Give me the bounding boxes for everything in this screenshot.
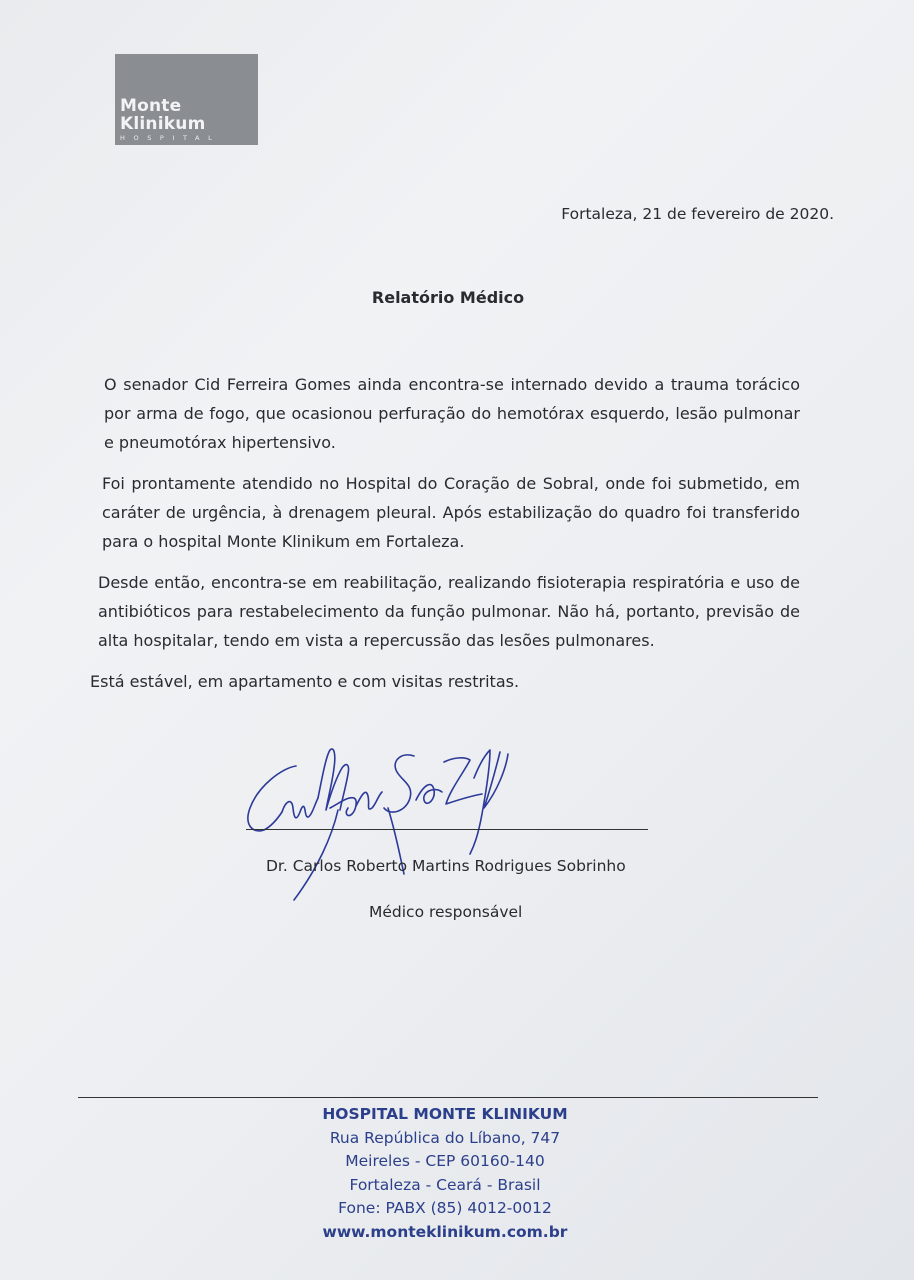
footer-website-link[interactable]: www.monteklinikum.com.br	[322, 1222, 568, 1241]
report-paragraph-2: Foi prontamente atendido no Hospital do Coração de Sobral, onde foi submetido, em caráter de urgência, à drenagem pleural. Após estabilização do quadro foi transferido para o hospital Monte Klinikum em Fortaleza.	[102, 474, 800, 551]
doctor-role: Médico responsável	[369, 903, 523, 921]
report-paragraph-4: Está estável, em apartamento e com visitas restritas.	[90, 672, 520, 691]
logo-text-hospital: HOSPITAL	[120, 134, 221, 142]
signature-line	[246, 829, 648, 830]
hospital-footer	[290, 1103, 600, 1244]
hospital-logo	[115, 54, 258, 145]
document-title: Relatório Médico	[371, 288, 525, 307]
handwritten-signature	[238, 738, 528, 908]
document-date: Fortaleza, 21 de fevereiro de 2020.	[561, 205, 834, 223]
footer-city: Fortaleza - Ceará - Brasil	[349, 1175, 541, 1194]
report-body	[90, 370, 800, 708]
footer-address: Rua República do Líbano, 747	[329, 1128, 561, 1147]
logo-text-klinikum: Klinikum	[120, 114, 206, 134]
logo-text-monte: Monte	[120, 96, 182, 116]
footer-phone: Fone: PABX (85) 4012-0012	[338, 1199, 552, 1217]
report-paragraph-1: O senador Cid Ferreira Gomes ainda encontra-se internado devido a trauma torácico por arma de fogo, que ocasionou perfuração do hemotórax esquerdo, lesão pulmonar e pneumotórax hipertensivo.	[104, 375, 800, 452]
footer-divider	[78, 1097, 818, 1098]
footer-neighborhood: Meireles - CEP 60160-140	[345, 1152, 545, 1170]
doctor-name: Dr. Carlos Roberto Martins Rodrigues Sobrinho	[266, 857, 626, 875]
footer-hospital-name: HOSPITAL MONTE KLINIKUM	[322, 1105, 568, 1123]
report-paragraph-3: Desde então, encontra-se em reabilitação, realizando fisioterapia respiratória e uso de antibióticos para restabelecimento da função pulmonar. Não há, portanto, previsão de alta hospitalar, tendo em vista a repercussão das lesões pulmonares.	[98, 573, 800, 650]
